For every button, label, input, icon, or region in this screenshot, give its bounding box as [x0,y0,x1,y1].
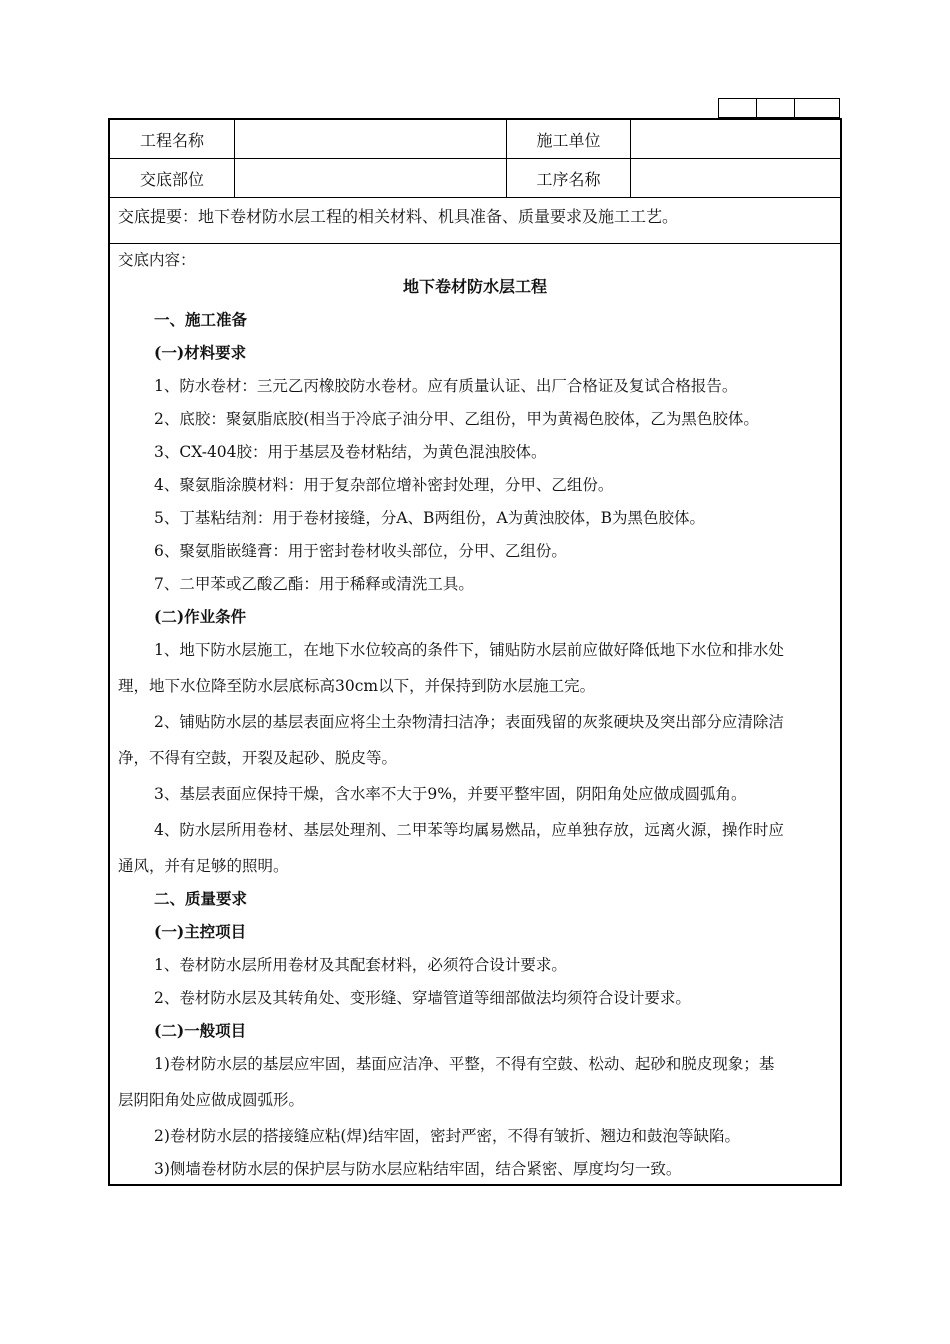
list-item: 2)卷材防水层的搭接缝应粘(焊)结牢固，密封严密，不得有皱折、翘边和鼓泡等缺陷。 [154,1127,741,1145]
content-label: 交底内容： [118,251,196,269]
list-item: 1、地下防水层施工，在地下水位较高的条件下，铺贴防水层前应做好降低地下水位和排水处 [154,641,784,659]
subsection-heading: (一)主控项目 [154,922,247,941]
corner-box [794,98,840,118]
list-item: 3)侧墙卷材防水层的保护层与防水层应粘结牢固，结合紧密、厚度均匀一致。 [154,1160,682,1178]
project-name-value [234,120,506,158]
subsection-heading: (一)材料要求 [154,343,247,362]
list-item: 1、卷材防水层所用卷材及其配套材料，必须符合设计要求。 [154,956,567,974]
handover-part-value [234,159,506,197]
list-item-continuation: 理，地下水位降至防水层底标高30cm以下，并保持到防水层施工完。 [118,677,596,695]
list-item: 4、防水层所用卷材、基层处理剂、二甲苯等均属易燃品，应单独存放，远离火源，操作时应 [154,821,784,839]
header-row-2 [110,159,840,198]
list-item: 3、CX-404胶：用于基层及卷材粘结，为黄色混浊胶体。 [154,443,547,461]
list-item: 7、二甲苯或乙酸乙酯：用于稀释或清洗工具。 [154,575,474,593]
list-item-continuation: 层阴阳角处应做成圆弧形。 [118,1091,305,1109]
process-name-value [630,159,840,197]
doc-title: 地下卷材防水层工程 [402,277,547,296]
list-item: 2、铺贴防水层的基层表面应将尘土杂物清扫洁净；表面残留的灰浆硬块及突出部分应清除洁 [154,713,784,731]
list-item: 6、聚氨脂嵌缝膏：用于密封卷材收头部位，分甲、乙组份。 [154,542,567,560]
section-heading: 二、质量要求 [154,889,248,908]
list-item-continuation: 通风，并有足够的照明。 [118,857,289,875]
project-name-label: 工程名称 [139,130,204,150]
list-item: 2、底胶：聚氨脂底胶(相当于冷底子油分甲、乙组份，甲为黄褐色胶体，乙为黑色胶体。 [154,410,759,428]
corner-box [756,98,794,118]
construction-unit-label: 施工单位 [506,120,630,158]
construction-unit-value [630,120,840,158]
header-row-1 [110,120,840,159]
list-item: 3、基层表面应保持干燥，含水率不大于9%，并要平整牢固，阴阳角处应做成圆弧角。 [154,785,747,803]
handover-sheet [108,118,842,1186]
list-item: 1、防水卷材：三元乙丙橡胶防水卷材。应有质量认证、出厂合格证及复试合格报告。 [154,377,738,395]
list-item: 2、卷材防水层及其转角处、变形缝、穿墙管道等细部做法均须符合设计要求。 [154,989,691,1007]
corner-box [718,98,756,118]
corner-boxes [718,98,840,118]
list-item: 4、聚氨脂涂膜材料：用于复杂部位增补密封处理，分甲、乙组份。 [154,476,614,494]
list-item: 1)卷材防水层的基层应牢固，基面应洁净、平整，不得有空鼓、松动、起砂和脱皮现象；基 [154,1055,775,1073]
summary-row [110,198,840,244]
subsection-heading: (二)一般项目 [154,1021,247,1040]
summary-text: 交底提要：地下卷材防水层工程的相关材料、机具准备、质量要求及施工工艺。 [118,207,679,226]
handover-part-label: 交底部位 [139,169,204,189]
list-item-continuation: 净，不得有空鼓，开裂及起砂、脱皮等。 [118,749,398,767]
process-name-label: 工序名称 [506,159,630,197]
list-item: 5、丁基粘结剂：用于卷材接缝，分A、B两组份，A为黄浊胶体，B为黑色胶体。 [154,509,706,527]
subsection-heading: (二)作业条件 [154,607,247,626]
section-heading: 一、施工准备 [154,310,248,329]
